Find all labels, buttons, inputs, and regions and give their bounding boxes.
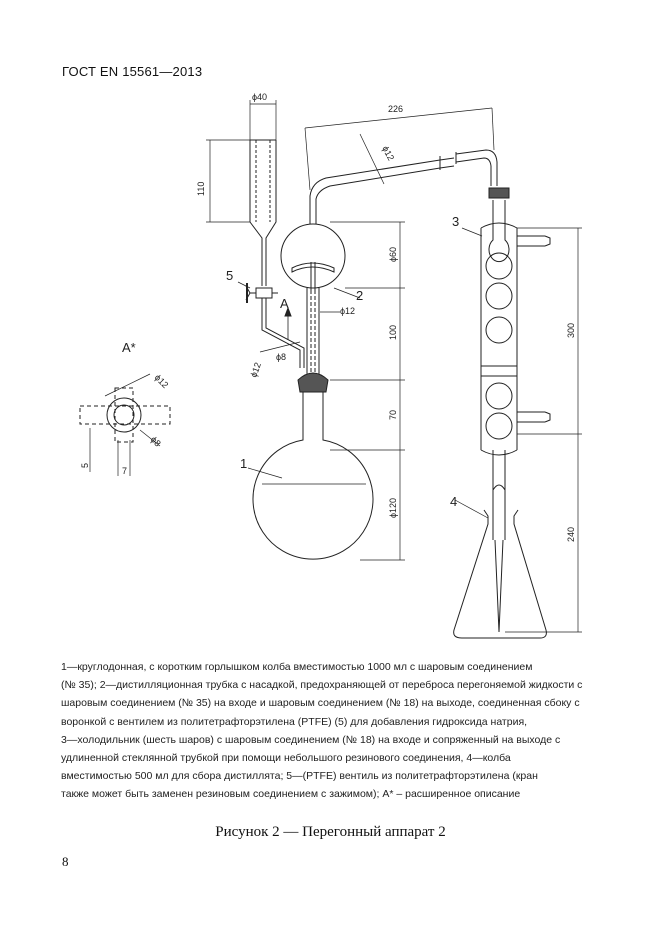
detail-dim-d8: ϕ8 [148,434,163,449]
page-number: 8 [62,854,69,869]
detail-dim-d12: ϕ12 [152,372,171,391]
bridge-tube [456,150,509,198]
detail-dim-7: 7 [122,466,128,476]
document-header: ГОСТ EN 15561—2013 [62,64,203,79]
dim-70: 70 [388,409,398,420]
dim-100: 100 [388,324,398,340]
label-5: 5 [226,268,234,283]
label-2: 2 [356,288,364,303]
label-1: 1 [240,456,248,471]
dropping-funnel [250,140,276,286]
dim-d60: ϕ60 [388,246,398,262]
dim-d12-mid: ϕ12 [340,306,356,316]
dim-226: 226 [388,104,404,114]
dim-d40: ϕ40 [252,92,268,102]
label-3: 3 [452,214,460,229]
label-arrow-a: A [280,296,289,311]
label-4: 4 [450,494,458,509]
detail-view-a [80,374,170,476]
legend-line: вместимостью 500 мл для сбора дистиллята; 5—(PTFE) вентиль из политетрафторэтилена (кран [61,770,538,783]
distillation-column [281,156,454,392]
round-bottom-flask [253,392,373,559]
dim-300: 300 [566,322,576,338]
detail-dim-5: 5 [80,462,90,468]
dim-d12-left: ϕ12 [248,361,264,379]
dim-d120: ϕ120 [388,497,398,518]
dim-d8: ϕ8 [276,352,287,362]
legend-line: шаровым соединением (№ 35) на входе и шаровым соединением (№ 18) на выходе, соединенная сбоку с [61,697,580,710]
dim-d12-top: ϕ12 [380,144,397,163]
legend-line: 1—круглодонная, с коротким горлышком колба вместимостью 1000 мл с шаровым соединением [61,661,533,673]
figure-legend [61,658,595,804]
dim-110: 110 [196,181,206,196]
figure-title: Рисунок 2 — Перегонный аппарат 2 [215,824,446,840]
legend-line: 3—холодильник (шесть шаров) с шаровым соединением (№ 18) на входе и сопряженный на выходе с [61,733,561,746]
dim-240: 240 [566,526,576,542]
legend-line: также может быть заменен резиновым соединением с зажимом); A* – расширенное описание [61,788,521,801]
legend-line: воронкой с вентилем из политетрафторэтилена (PTFE) (5) для добавления гидроксида натрия, [61,715,528,728]
legend-line: удлиненной стеклянной трубкой при помощи небольшого резинового соединения, 4—колба [61,752,511,765]
label-detail-view: A* [122,340,136,355]
ball-condenser [481,200,550,632]
legend-line: (№ 35); 2—дистилляционная трубка с насадкой, предохраняющей от переброса перегоняемой жидкости с [61,679,583,692]
